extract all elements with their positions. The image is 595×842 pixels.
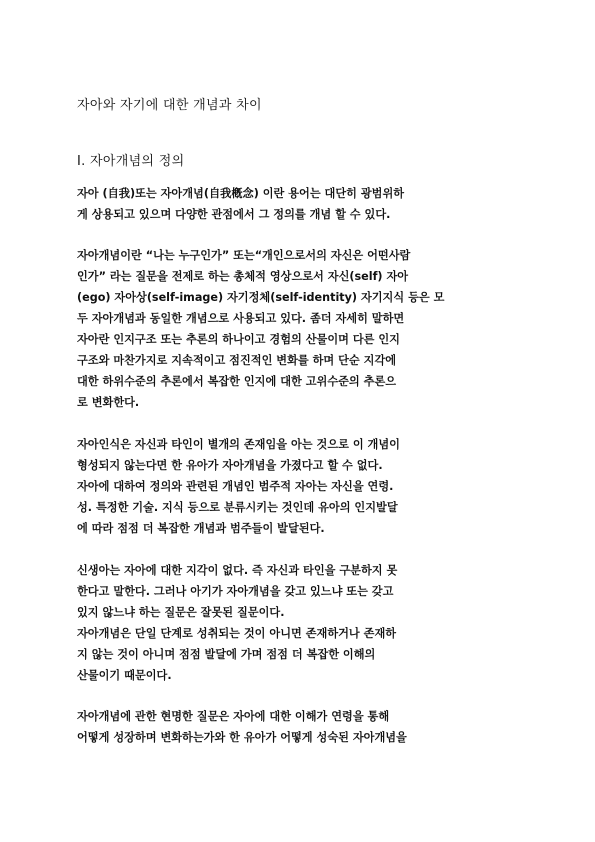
paragraph-line: 자아개념이란 “나는 누구인가” 또는“개인으로서의 자신은 어떤사람	[77, 249, 411, 262]
paragraph-line: 대한 하위수준의 추론에서 복잡한 인지에 대한 고위수준의 추론으	[77, 375, 397, 388]
paragraph-line: 지 않는 것이 아니며 점점 발달에 가며 점점 더 복잡한 이해의	[77, 648, 376, 661]
paragraph-line: 신생아는 자아에 대한 지각이 없다. 즉 자신과 타인을 구분하지 못	[77, 564, 398, 577]
paragraph-line: 자아개념은 단일 단계로 성취되는 것이 아니면 존재하거나 존재하	[77, 627, 397, 640]
paragraph-line: 두 자아개념과 동일한 개념으로 사용되고 있다. 좀더 자세히 말하면	[77, 312, 405, 325]
paragraph-2	[77, 245, 521, 413]
paragraph-line: 에 따라 점점 더 복잡한 개념과 범주들이 발달된다.	[77, 522, 325, 535]
paragraph-line: 로 변화한다.	[77, 396, 140, 409]
paragraph-line: 구조와 마찬가지로 지속적이고 점진적인 변화를 하며 단순 지각에	[77, 354, 397, 367]
paragraph-line: 산물이기 때문이다.	[77, 669, 172, 682]
paragraph-5	[77, 706, 521, 748]
paragraph-line: 어떻게 성장하며 변화하는가와 한 유아가 어떻게 성숙된 자아개념을	[77, 731, 407, 744]
paragraph-1	[77, 183, 521, 225]
paragraph-line: 인가” 라는 질문을 전제로 하는 총체적 영상으로서 자신(self) 자아	[77, 270, 409, 283]
paragraph-line: 자아에 대하여 정의와 관련된 개념인 범주적 자아는 자신을 연령.	[77, 480, 394, 493]
document-title: 자아와 자기에 대한 개념과 차이	[77, 98, 262, 113]
paragraph-line: 있지 않느냐 하는 질문은 잘못된 질문이다.	[77, 606, 285, 619]
paragraph-line: 자아 (自我)또는 자아개념(自我槪念) 이란 용어는 대단히 광범위하	[77, 187, 405, 200]
paragraph-line: 게 상용되고 있으며 다양한 관점에서 그 정의를 개념 할 수 있다.	[77, 208, 391, 221]
paragraph-line: 자아개념에 관한 현명한 질문은 자아에 대한 이해가 연령을 통해	[77, 710, 390, 723]
paragraph-3	[77, 434, 521, 539]
paragraph-line: (ego) 자아상(self-image) 자기정체(self-identity) 자기지식 등은 모	[77, 291, 445, 304]
paragraph-4	[77, 560, 521, 686]
paragraph-line: 자아란 인지구조 또는 추론의 하나이고 경험의 산물이며 다른 인지	[77, 333, 400, 346]
paragraph-line: 형성되지 않는다면 한 유아가 자아개념을 가졌다고 할 수 없다.	[77, 459, 383, 472]
paragraph-line: 성. 특정한 기술. 지식 등으로 분류시키는 것인데 유아의 인지발달	[77, 501, 398, 514]
paragraph-line: 자아인식은 자신과 타인이 별개의 존재임을 아는 것으로 이 개념이	[77, 438, 400, 451]
section-heading: Ⅰ. 자아개념의 정의	[77, 154, 185, 169]
paragraph-line: 한다고 말한다. 그러나 아기가 자아개념을 갖고 있느냐 또는 갖고	[77, 585, 394, 598]
